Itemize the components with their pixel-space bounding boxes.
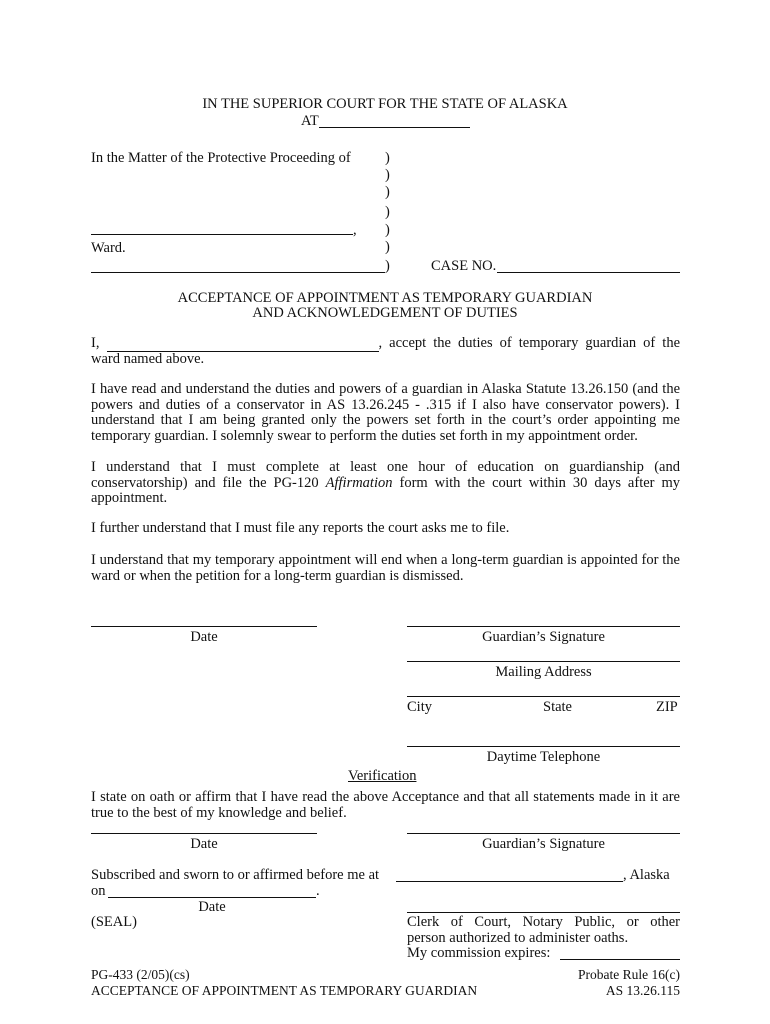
p3-affirmation: Affirmation [325, 474, 393, 491]
sworn-date-label: Date [198, 899, 226, 915]
matter-text: In the Matter of the Protective Proceeding of [91, 150, 351, 166]
state-label: State [543, 699, 572, 715]
guardian-name-field[interactable] [107, 337, 379, 352]
duties-paragraph: I have read and understand the duties and powers of a guardian in Alaska Statute 13.26.150 (and the powers and duties of a conservator in AS 13.26.245 - .315 if I also have conservator powers). I understand that I am being granted only the powers set forth in the court’s order appointing me temporary guardian. I solemnly swear to perform the duties set forth in my appointment order. [91, 381, 680, 444]
date-field[interactable] [91, 626, 317, 627]
verification-signature-field[interactable] [407, 833, 680, 834]
oath-paragraph: I state on oath or affirm that I have read the above Acceptance and that all statements made in it are true to the best of my knowledge and belief. [91, 789, 680, 821]
verification-date-label: Date [190, 836, 218, 852]
form-title-line1: ACCEPTANCE OF APPOINTMENT AS TEMPORARY GUARDIAN [177, 290, 593, 306]
footer-form-id: PG-433 (2/05)(cs) [91, 967, 190, 982]
reports-paragraph: I further understand that I must file any reports the court asks me to file. [91, 520, 510, 536]
city-state-zip-field[interactable] [407, 696, 680, 697]
date-label: Date [190, 629, 218, 645]
commission-expires-field[interactable] [560, 959, 680, 960]
caption-paren: ) [385, 204, 390, 220]
footer-statute: AS 13.26.115 [605, 983, 680, 998]
at-label: AT [301, 113, 319, 129]
mailing-address-label: Mailing Address [495, 664, 592, 680]
acceptance-paragraph [91, 336, 680, 367]
sworn-date-field[interactable] [108, 897, 316, 898]
ward-comma: , [353, 222, 357, 238]
guardian-signature-label: Guardian’s Signature [482, 629, 605, 645]
termination-paragraph: I understand that my temporary appointment will end when a long-term guardian is appointed for the ward or when the petition for a long-term guardian is dismissed. [91, 552, 680, 584]
form-title-line2: AND ACKNOWLEDGEMENT OF DUTIES [252, 305, 518, 321]
case-number-field[interactable] [497, 272, 680, 273]
period: . [316, 883, 320, 899]
clerk-line1: Clerk of Court, Notary Public, or other [407, 914, 680, 930]
on-label: on [91, 883, 106, 899]
guardian-signature-field[interactable] [407, 626, 680, 627]
subscribed-text: Subscribed and sworn to or affirmed before me at [91, 867, 380, 883]
verification-signature-label: Guardian’s Signature [482, 836, 605, 852]
caption-paren: ) [385, 184, 390, 200]
p3-b: form with the court within 30 days after my appointment. [91, 474, 680, 506]
court-location-field[interactable] [319, 127, 470, 128]
caption-paren: ) [385, 222, 390, 238]
ward-name-field[interactable] [91, 234, 353, 235]
seal-label: (SEAL) [91, 914, 137, 930]
p3-a: I understand that I must complete at least one hour of education on guardianship (and conservatorship) and file the PG-120 [91, 459, 680, 491]
city-label: City [407, 699, 432, 715]
mailing-address-field[interactable] [407, 661, 680, 662]
court-title: IN THE SUPERIOR COURT FOR THE STATE OF ALASKA [202, 96, 568, 112]
daytime-telephone-field[interactable] [407, 746, 680, 747]
commission-label: My commission expires: [407, 945, 551, 961]
zip-label: ZIP [656, 699, 678, 715]
alaska-suffix: , Alaska [623, 867, 670, 883]
caption-paren: ) [385, 150, 390, 166]
verification-date-field[interactable] [91, 833, 317, 834]
caption-underline [91, 272, 385, 273]
caption-paren: ) [385, 167, 390, 183]
case-no-label: CASE NO. [431, 258, 497, 274]
education-paragraph [91, 460, 680, 507]
sworn-location-field[interactable] [396, 881, 623, 882]
officer-signature-field[interactable] [407, 912, 680, 913]
clerk-line2: person authorized to administer oaths. [407, 930, 629, 946]
footer-rule: Probate Rule 16(c) [578, 967, 680, 982]
verification-heading: Verification [348, 768, 417, 784]
footer-form-title: ACCEPTANCE OF APPOINTMENT AS TEMPORARY GUARDIAN [91, 983, 478, 998]
caption-paren: ) [385, 258, 390, 274]
ward-label: Ward. [91, 240, 126, 256]
p1-rest: , accept the duties of temporary guardian of the ward named above. [91, 335, 681, 367]
daytime-telephone-label: Daytime Telephone [486, 749, 601, 765]
p1-start: I, [91, 335, 100, 351]
caption-paren: ) [385, 239, 390, 255]
